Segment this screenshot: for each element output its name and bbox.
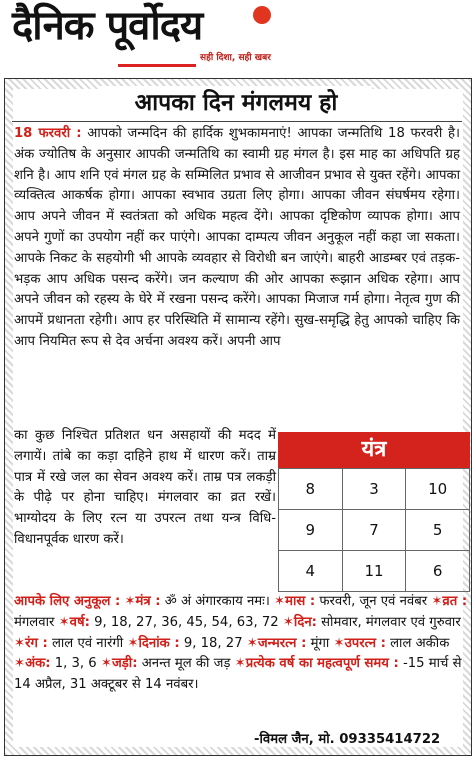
star-icon: ✶ <box>14 635 26 651</box>
fav-label: वर्ष: <box>69 614 90 630</box>
yantra-cell: 7 <box>343 510 407 551</box>
favourables-heading: आपके लिए अनुकूल : <box>14 594 121 609</box>
star-icon: ✶ <box>431 594 443 609</box>
yantra-box <box>278 432 470 592</box>
fav-value: 9, 18, 27 <box>183 635 243 651</box>
yantra-cell: 3 <box>343 469 407 510</box>
fav-label: दिनांक : <box>138 635 180 651</box>
fav-value: -15 मार्च से 14 अप्रैल, 31 अक्टूबर से 14 नवंबर। <box>14 656 462 693</box>
yantra-cell: 6 <box>406 551 470 592</box>
yantra-cell: 8 <box>279 469 343 510</box>
masthead-tagline: सही दिशा, सही खबर <box>200 53 271 63</box>
star-icon: ✶ <box>333 635 345 651</box>
fav-label: मास : <box>285 594 316 609</box>
horoscope-paragraph: आपको जन्मदिन की हार्दिक शुभकामनाएं! आपका जन्मतिथि 18 फरवरी है। अंक ज्योतिष के अनुसार आपकी जन्मतिथि का स्वामी ग्रह मंगल है। इस माह का अधिपति ग्रह शनि है। आप शनि एवं मंगल ग्रह के सम्मिलित प्रभाव से आजीवन प्रभाव से युक्त रहेंगे। आपका व्यक्तित्व आकर्षक होगा। आपका स्वभाव उग्रता लिए होगा। आपका जीवन संघर्षमय रहेगा। आप अपने जीवन में स्वतंत्रता को अधिक महत्व देंगे। आपका दृष्टिकोण व्यापक होगा। आप अपने गुणों का उपयोग नहीं कर पाएंगे। आपका दाम्पत्य जीवन अनुकूल नहीं कहा जा सकता। आपके निकट के सहयोगी भी आपके व्यवहार से विरोधी बन जाएंगे। बाहरी आडम्बर एवं तड़क-भड़क आप अधिक पसन्द करेंगे। जन कल्याण की ओर आपका रूझान अधिक रहेगा। आप अपने जीवन को रहस्य के घेरे में रखना पसन्द करेंगे। आपका मिजाज गर्म होगा। नेतृत्व गुण की आपमें प्रधानता रहेगी। आप हर परिस्थिति में सामान्य रहेंगे। सुख-समृद्धि हेतु आपको चाहिए कि आप नियमित रूप से देव अर्चना अवश्य करें। अपनी आप <box>14 126 460 349</box>
fav-label: मंत्र : <box>135 594 161 609</box>
fav-value: मूंगा <box>310 635 330 651</box>
fav-value: ॐ अं अंगारकाय नमः। <box>164 594 270 609</box>
author-byline: -विमल जैन, मो. 09335414722 <box>254 732 441 747</box>
sun-logo-icon <box>253 6 271 24</box>
fav-label: जन्मरत्न : <box>257 635 307 651</box>
fav-value: अनन्त मूल की जड़ <box>141 656 231 672</box>
star-icon: ✶ <box>14 656 26 672</box>
fav-label: प्रत्येक वर्ष का महत्वपूर्ण समय : <box>245 656 399 672</box>
fav-label: उपरत्न : <box>344 635 386 651</box>
horoscope-body <box>14 124 460 353</box>
star-icon: ✶ <box>58 614 70 630</box>
star-icon: ✶ <box>124 594 136 609</box>
fav-value: 9, 18, 27, 36, 45, 54, 63, 72 <box>94 614 279 630</box>
fav-label: अंक: <box>25 656 51 672</box>
horoscope-continuation <box>14 426 276 551</box>
star-icon: ✶ <box>234 656 246 672</box>
continuation-text: का कुछ निश्चित प्रतिशत धन असहायों की मदद में लगायें। तांबे का कड़ा दाहिने हाथ में धारण करें। ताम्र पात्र में रखे जल का सेवन अवश्य करें। ताम्र पत्र लकड़ी के पीढ़े पर होना चाहिए। मंगलवार का व्रत रखें। भाग्योदय के लिए रत्न या उपरत्न तथा यन्त्र विधि-विधानपूर्वक धारण करें। <box>14 428 276 547</box>
yantra-cell: 4 <box>279 551 343 592</box>
fav-value: लाल अकीक <box>390 635 450 651</box>
favourables-section <box>14 592 470 696</box>
headline: आपका दिन मंगलमय हो <box>100 86 372 120</box>
fav-value: सोमवार, मंगलवार एवं गुरुवार <box>321 614 461 630</box>
yantra-grid <box>278 468 470 592</box>
star-icon: ✶ <box>127 635 139 651</box>
masthead <box>0 0 474 70</box>
birth-date: 18 फरवरी : <box>14 126 82 141</box>
headline-divider <box>12 121 462 122</box>
fav-label: दिन: <box>293 614 317 630</box>
fav-value: मंगलवार <box>14 614 55 630</box>
fav-label: जड़ी: <box>111 656 138 672</box>
fav-label: रंग : <box>25 635 48 651</box>
yantra-title: यंत्र <box>278 432 470 468</box>
masthead-underline <box>118 64 196 67</box>
fav-value: 1, 3, 6 <box>54 656 97 672</box>
star-icon: ✶ <box>246 635 258 651</box>
star-icon: ✶ <box>274 594 286 609</box>
yantra-cell: 9 <box>279 510 343 551</box>
yantra-cell: 5 <box>406 510 470 551</box>
yantra-cell: 11 <box>343 551 407 592</box>
fav-value: फरवरी, जून एवं नवंबर <box>319 594 428 609</box>
fav-value: लाल एवं नारंगी <box>51 635 124 651</box>
yantra-cell: 10 <box>406 469 470 510</box>
star-icon: ✶ <box>100 656 112 672</box>
star-icon: ✶ <box>282 614 294 630</box>
fav-label: व्रत : <box>442 594 468 609</box>
masthead-title: दैनिक पूर्वोदय <box>12 3 203 49</box>
